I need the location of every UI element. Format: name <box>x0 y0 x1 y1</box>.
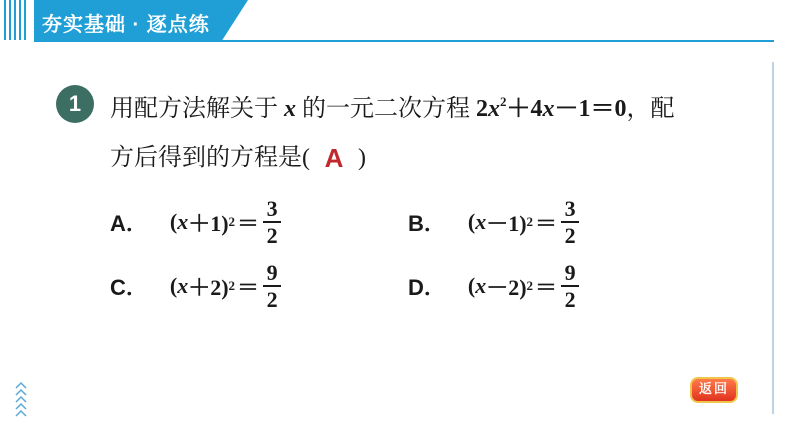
fraction: $\frac{9}{2}$ <box>561 260 579 312</box>
section-banner <box>0 0 248 40</box>
answer-label: A <box>324 143 344 173</box>
question-text: ) <box>358 145 366 171</box>
option-d[interactable]: D． ( x －2) 2 ＝ $\frac{9}{2}$ <box>408 258 579 314</box>
banner-stripes <box>4 0 30 40</box>
question-text: ，配 <box>626 96 675 122</box>
fraction: $\frac{3}{2}$ <box>263 196 281 248</box>
question-line-1 <box>110 84 675 127</box>
header-divider <box>34 40 774 42</box>
option-b[interactable]: B． ( x －1) 2 ＝ $\frac{3}{2}$ <box>408 194 579 250</box>
question-text: 方后得到的方程是( <box>110 145 310 171</box>
back-button[interactable]: 返回 <box>690 377 738 403</box>
question-text: 的一元二次方程 <box>302 96 470 122</box>
variable-x: x <box>284 96 296 122</box>
section-title: 夯实基础 · 逐点练 <box>42 14 210 36</box>
fraction: $\frac{3}{2}$ <box>561 196 579 248</box>
fraction: $\frac{9}{2}$ <box>263 260 281 312</box>
option-c[interactable]: C． ( x ＋2) 2 ＝ $\frac{9}{2}$ <box>110 258 281 314</box>
question-text: 用配方法解关于 <box>110 96 278 122</box>
equation: $2x^2+4x-1=0$ <box>476 94 627 122</box>
right-divider <box>772 62 774 414</box>
question-line-2 <box>110 138 366 178</box>
chevron-up-icon <box>14 380 28 420</box>
option-a[interactable]: A． ( x ＋1) 2 ＝ $\frac{3}{2}$ <box>110 194 281 250</box>
question-number-badge: 1 <box>56 85 94 123</box>
